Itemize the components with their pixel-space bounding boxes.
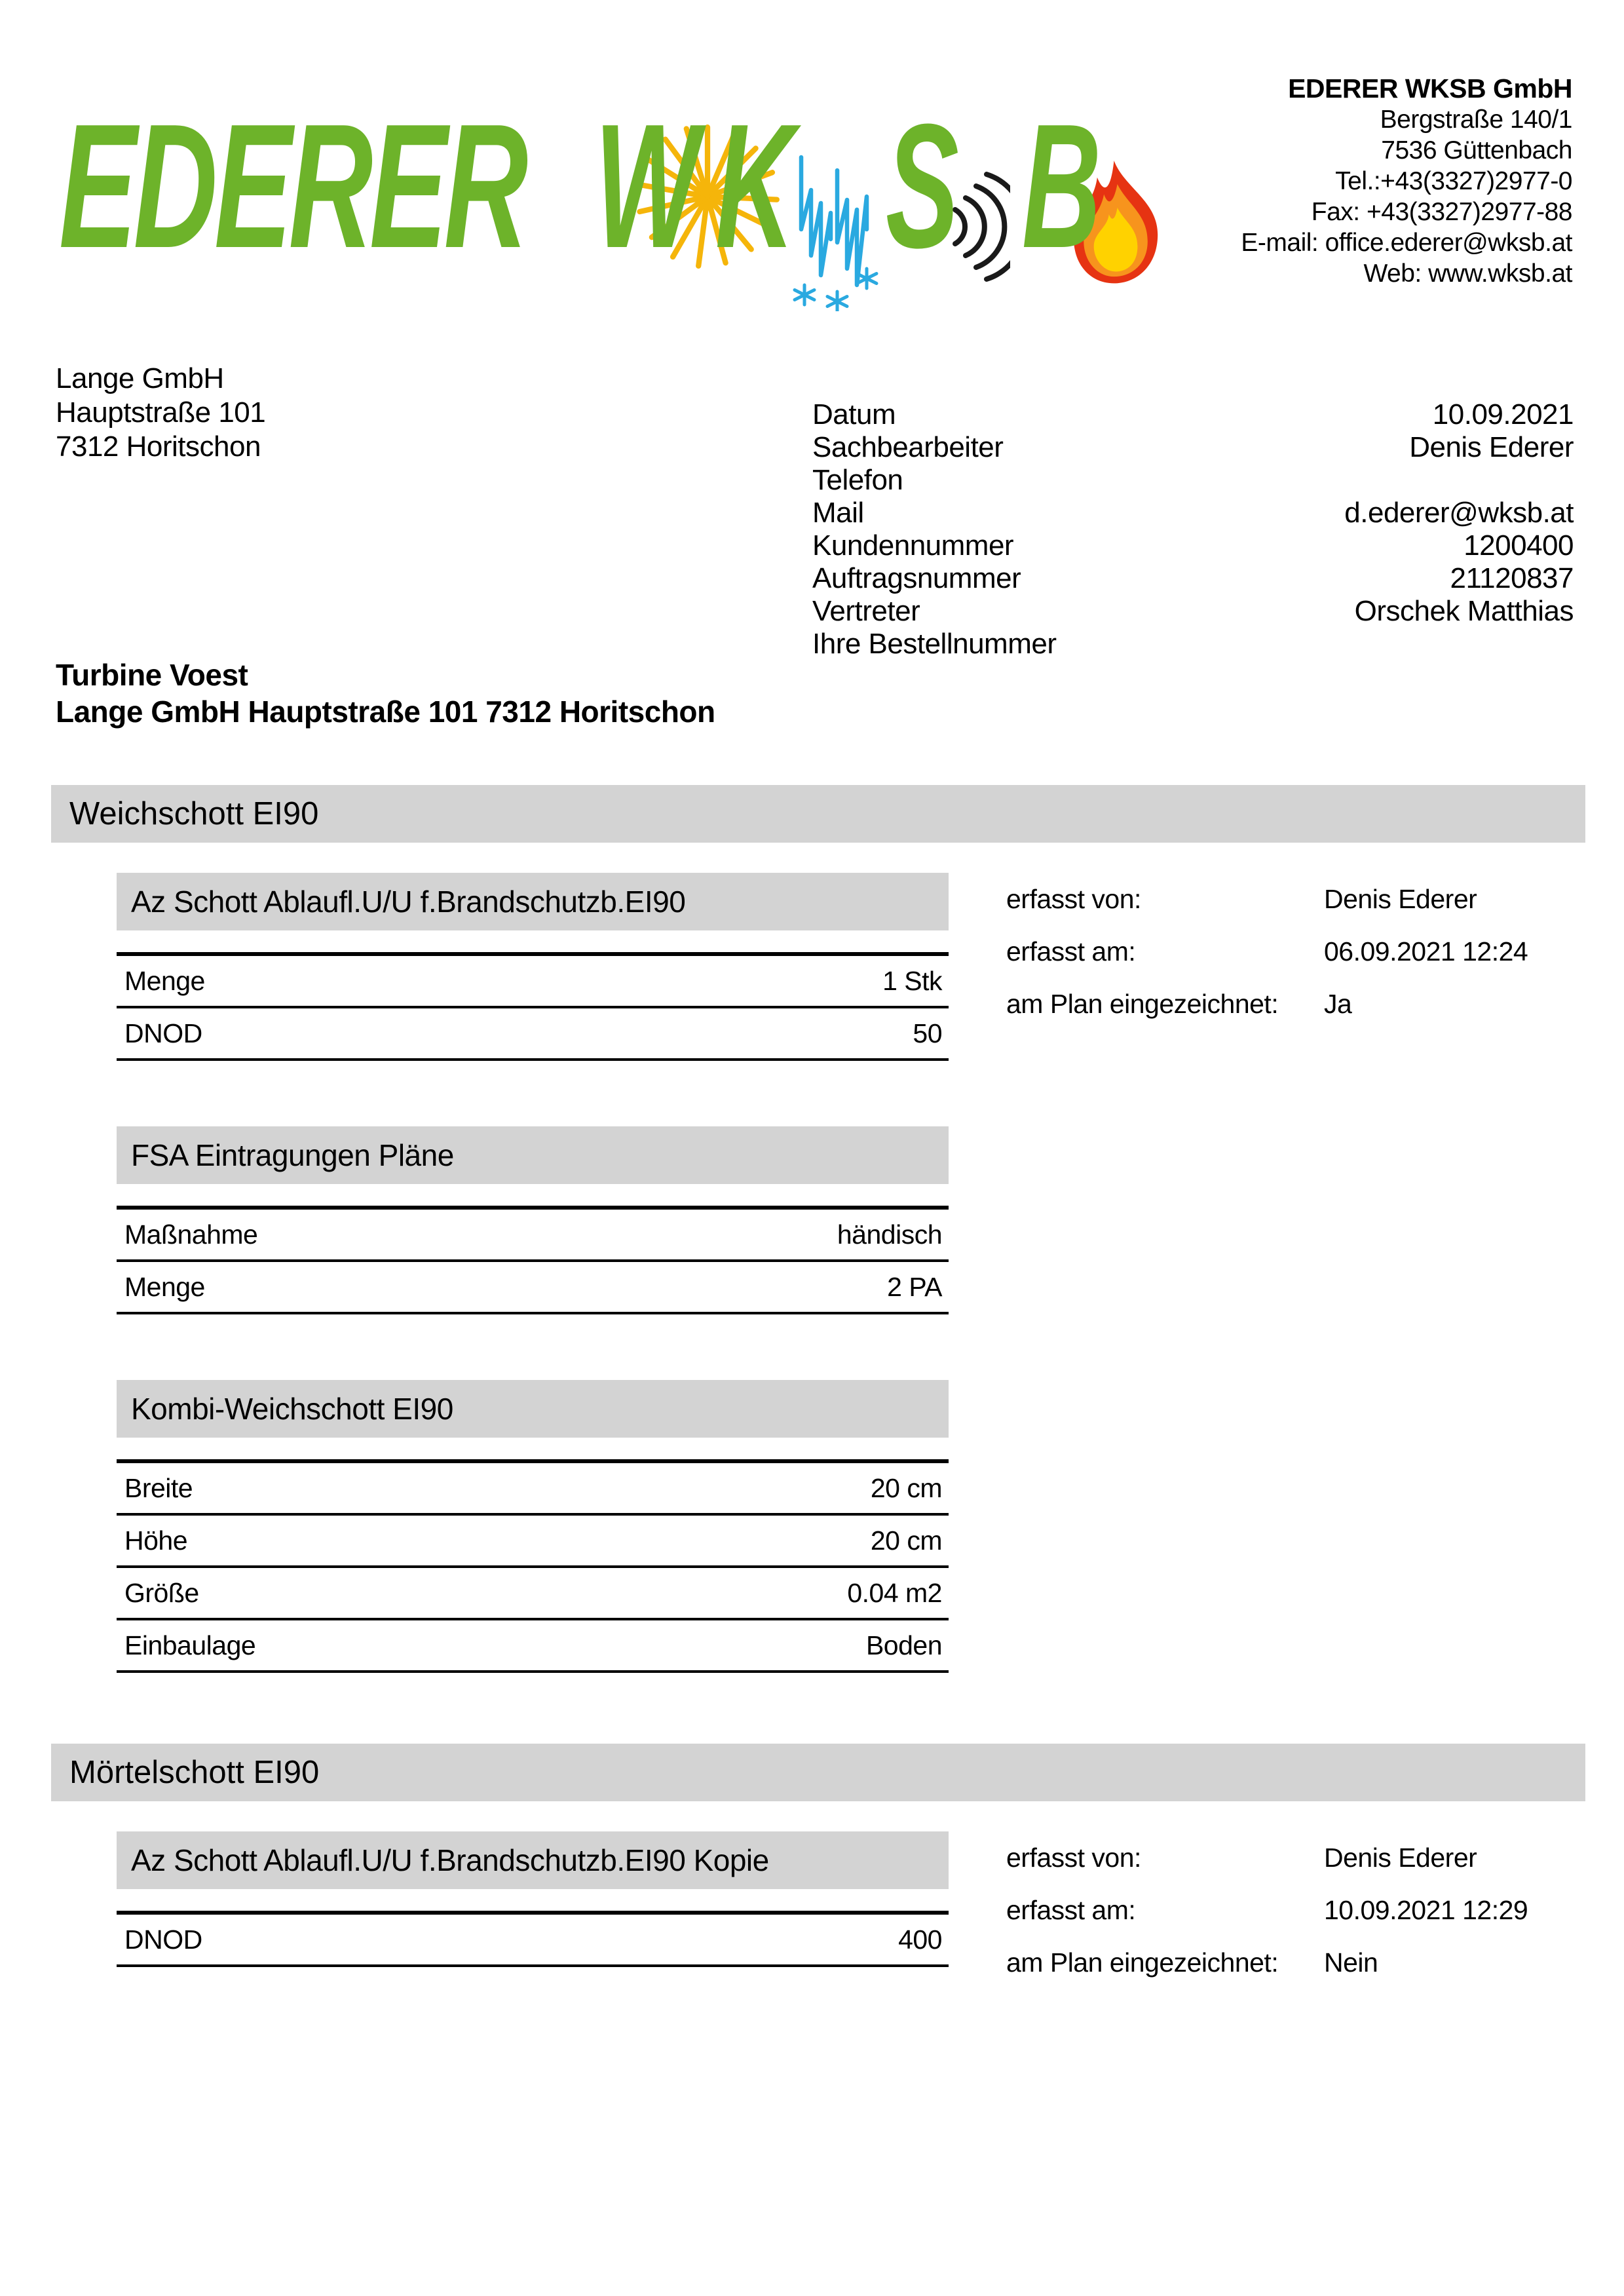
company-name: EDERER WKSB GmbH bbox=[1288, 73, 1572, 104]
item-title: Az Schott Ablaufl.U/U f.Brandschutzb.EI90 bbox=[131, 885, 686, 919]
table-row bbox=[117, 1262, 949, 1314]
info-label: erfasst am: bbox=[1006, 936, 1136, 966]
section-header bbox=[51, 785, 1585, 843]
meta-label: Mail bbox=[812, 497, 864, 529]
company-web: Web: www.wksb.at bbox=[1363, 259, 1572, 288]
row-label: Größe bbox=[124, 1577, 199, 1608]
project-title: Turbine Voest bbox=[56, 658, 248, 692]
meta-label: Sachbearbeiter bbox=[812, 431, 1004, 463]
row-label: Menge bbox=[124, 965, 205, 996]
item-block bbox=[117, 1126, 949, 1314]
capture-info-panel bbox=[1006, 1842, 1576, 1999]
row-label: Einbaulage bbox=[124, 1630, 256, 1660]
meta-row-sachbearbeiter bbox=[812, 431, 1574, 464]
company-address-line: 7536 Güttenbach bbox=[1381, 136, 1572, 164]
item-header bbox=[117, 1831, 949, 1889]
meta-label: Datum bbox=[812, 398, 896, 430]
info-label: am Plan eingezeichnet: bbox=[1006, 1947, 1279, 1978]
meta-label: Telefon bbox=[812, 464, 903, 496]
table-row bbox=[117, 1620, 949, 1673]
row-value: händisch bbox=[837, 1219, 942, 1250]
item-header bbox=[117, 873, 949, 930]
info-row bbox=[1006, 936, 1576, 988]
meta-value: d.ederer@wksb.at bbox=[1344, 497, 1574, 529]
info-value: Ja bbox=[1324, 989, 1352, 1019]
recipient-address-block bbox=[56, 362, 265, 464]
info-row bbox=[1006, 883, 1576, 936]
document-meta-block bbox=[812, 398, 1574, 660]
meta-row-telefon bbox=[812, 464, 1574, 497]
item-table bbox=[117, 1459, 949, 1673]
row-value: 400 bbox=[898, 1924, 942, 1955]
row-value: 50 bbox=[913, 1018, 942, 1048]
logo-letter-w: W bbox=[595, 88, 699, 285]
recipient-city: 7312 Horitschon bbox=[56, 430, 261, 463]
section-weichschott bbox=[0, 785, 1624, 1673]
row-label: DNOD bbox=[124, 1924, 202, 1955]
company-logo bbox=[59, 88, 1186, 301]
table-row bbox=[117, 1463, 949, 1516]
document-content bbox=[0, 785, 1624, 1978]
row-label: Maßnahme bbox=[124, 1219, 258, 1250]
section-title: Weichschott EI90 bbox=[69, 796, 319, 832]
info-label: am Plan eingezeichnet: bbox=[1006, 989, 1279, 1019]
item-header bbox=[117, 1126, 949, 1184]
capture-info-panel bbox=[1006, 883, 1576, 1041]
meta-label: Ihre Bestellnummer bbox=[812, 628, 1057, 660]
item-header bbox=[117, 1380, 949, 1438]
info-label: erfasst von: bbox=[1006, 1843, 1141, 1873]
company-info-block bbox=[1241, 73, 1572, 289]
company-email: E-mail: office.ederer@wksb.at bbox=[1241, 229, 1572, 257]
row-label: Menge bbox=[124, 1271, 205, 1302]
meta-row-vertreter bbox=[812, 595, 1574, 628]
info-value: 06.09.2021 12:24 bbox=[1324, 936, 1528, 966]
meta-row-datum bbox=[812, 398, 1574, 431]
table-row bbox=[117, 1008, 949, 1061]
table-row bbox=[117, 1210, 949, 1262]
row-value: 0.04 m2 bbox=[847, 1577, 942, 1608]
row-value: Boden bbox=[865, 1630, 942, 1660]
company-address-line: Bergstraße 140/1 bbox=[1380, 105, 1572, 134]
company-phone: Tel.:+43(3327)2977-0 bbox=[1335, 167, 1572, 195]
icicles-icon bbox=[791, 147, 880, 315]
company-fax: Fax: +43(3327)2977-88 bbox=[1311, 198, 1572, 226]
meta-value: Orschek Matthias bbox=[1354, 595, 1574, 627]
info-label: erfasst von: bbox=[1006, 884, 1141, 914]
info-value: Denis Ederer bbox=[1324, 884, 1477, 914]
logo-letter-b: B bbox=[1022, 88, 1101, 285]
item-table bbox=[117, 1911, 949, 1967]
meta-row-auftragsnummer bbox=[812, 562, 1574, 595]
item-block bbox=[117, 1380, 949, 1673]
logo-letter-k: K bbox=[715, 88, 795, 285]
row-label: DNOD bbox=[124, 1018, 202, 1048]
info-value: 10.09.2021 12:29 bbox=[1324, 1895, 1528, 1925]
meta-value: 10.09.2021 bbox=[1432, 398, 1574, 430]
item-table bbox=[117, 952, 949, 1061]
item-block bbox=[117, 1831, 1528, 1978]
section-header bbox=[51, 1744, 1585, 1801]
meta-value bbox=[1056, 628, 1574, 660]
row-value: 1 Stk bbox=[882, 965, 942, 996]
section-title: Mörtelschott EI90 bbox=[69, 1755, 320, 1790]
logo-letter-s: S bbox=[886, 88, 959, 285]
info-row bbox=[1006, 1894, 1576, 1947]
meta-value bbox=[903, 464, 1574, 497]
row-value: 2 PA bbox=[887, 1271, 942, 1302]
meta-label: Kundennummer bbox=[812, 529, 1014, 562]
meta-value: Denis Ederer bbox=[1409, 431, 1574, 463]
info-value: Denis Ederer bbox=[1324, 1843, 1477, 1873]
logo-word-ederer: EDERER bbox=[59, 88, 525, 285]
info-value: Nein bbox=[1324, 1947, 1378, 1978]
row-label: Höhe bbox=[124, 1525, 188, 1556]
item-table bbox=[117, 1206, 949, 1314]
table-row bbox=[117, 1568, 949, 1620]
meta-row-bestellnummer bbox=[812, 628, 1574, 660]
item-title: Az Schott Ablaufl.U/U f.Brandschutzb.EI90 Kopie bbox=[131, 1843, 769, 1877]
item-title: Kombi-Weichschott EI90 bbox=[131, 1392, 453, 1426]
info-label: erfasst am: bbox=[1006, 1895, 1136, 1925]
item-block bbox=[117, 873, 1528, 1061]
table-row bbox=[117, 1915, 949, 1967]
meta-label: Vertreter bbox=[812, 595, 920, 627]
meta-value: 1200400 bbox=[1463, 529, 1574, 562]
meta-value: 21120837 bbox=[1450, 562, 1574, 594]
recipient-name: Lange GmbH bbox=[56, 362, 224, 394]
project-subtitle: Lange GmbH Hauptstraße 101 7312 Horitschon bbox=[56, 695, 715, 729]
info-row bbox=[1006, 1842, 1576, 1894]
row-value: 20 cm bbox=[870, 1525, 942, 1556]
meta-row-kundennummer bbox=[812, 529, 1574, 562]
meta-row-mail bbox=[812, 497, 1574, 529]
info-row bbox=[1006, 988, 1576, 1041]
table-row bbox=[117, 956, 949, 1008]
section-moertelschott bbox=[0, 1744, 1624, 1978]
item-title: FSA Eintragungen Pläne bbox=[131, 1138, 454, 1172]
row-value: 20 cm bbox=[870, 1472, 942, 1503]
row-label: Breite bbox=[124, 1472, 193, 1503]
document-title bbox=[56, 657, 715, 730]
table-row bbox=[117, 1516, 949, 1568]
meta-label: Auftragsnummer bbox=[812, 562, 1021, 594]
recipient-street: Hauptstraße 101 bbox=[56, 396, 266, 429]
info-row bbox=[1006, 1947, 1576, 1999]
